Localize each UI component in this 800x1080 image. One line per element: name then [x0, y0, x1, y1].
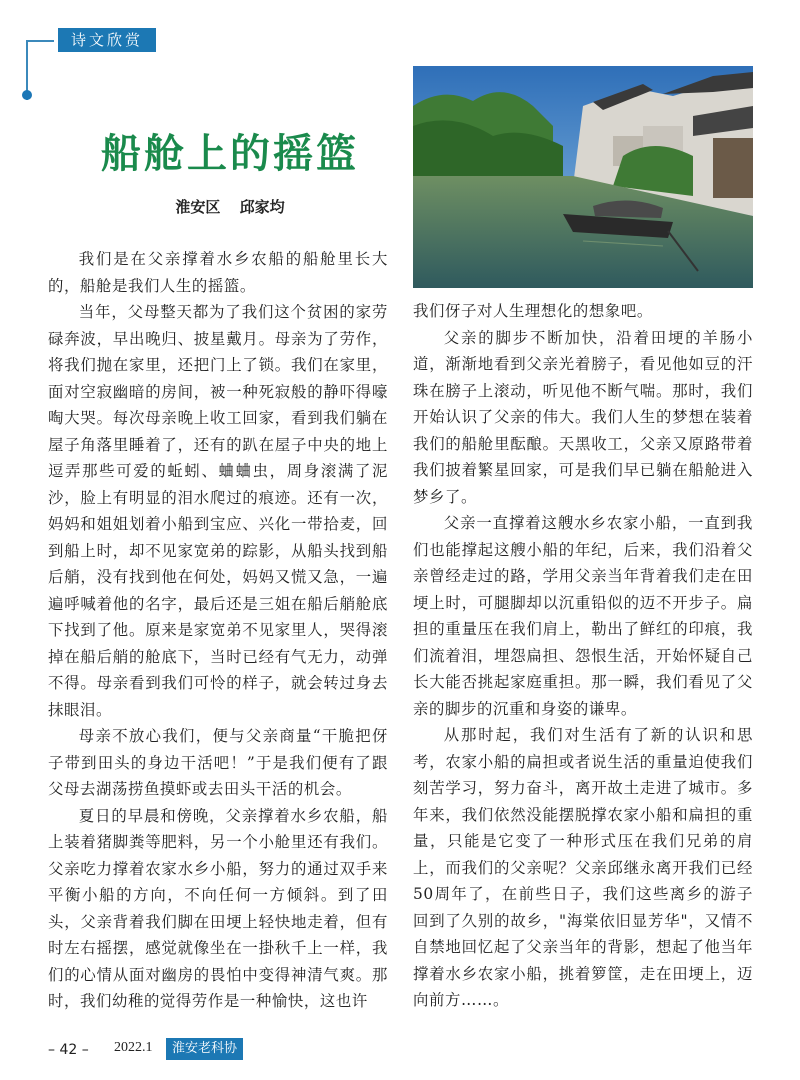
- issue-number: 2022.1: [114, 1040, 153, 1055]
- page-number: – 42 –: [48, 1042, 89, 1058]
- paragraph: 从那时起，我们对生活有了新的认识和思考，农家小船的扁担或者说生活的重量迫使我们刻苦学习，努力奋斗，离开故土走进了城市。多年来，我们依然没能摆脱撑农家小船和扁担的重量，只能是它变了一种形式压在我们兄弟的肩上，而我们的父亲呢？父亲邱继永离开我们已经50周年了，在前些日子，我们这些离乡的游子回到了久别的故乡，"海棠依旧显芳华"，又情不自禁地回忆起了父亲当年的背影，想起了他当年撑着水乡农家小船，挑着箩筐，走在田埂上，迈向前方……。: [413, 726, 753, 1009]
- article-title: 船舱上的摇篮: [101, 130, 359, 177]
- paragraph: 父亲的脚步不断加快，沿着田埂的羊肠小道，渐渐地看到父亲光着膀子，看见他如豆的汗珠在膀子上滚动，听见他不断气喘。那时，我们开始认识了父亲的伟大。我们人生的梦想在装着我们的船舱里酝酿。天黑收工，父亲又原路带着我们披着繁星回家，可是我们早已躺在船舱进入梦乡了。: [413, 328, 753, 506]
- paragraph: 母亲不放心我们，便与父亲商量“干脆把伢子带到田头的身边干活吧！”于是我们便有了跟父母去湖荡捞鱼摸虾或去田头干活的机会。: [48, 727, 388, 798]
- water-town-photo: [413, 66, 753, 288]
- article-byline: 淮安区 邱家均: [175, 198, 285, 216]
- article-column-right: [413, 298, 753, 1014]
- paragraph: 当年，父母整天都为了我们这个贫困的家劳碌奔波，早出晚归、披星戴月。母亲为了劳作，将我们抛在家里，还把门上了锁。我们在家里，面对空寂幽暗的房间，被一种死寂般的静吓得嚎啕大哭。每次母亲晚上收工回家，看到我们躺在屋子角落里睡着了，还有的趴在屋子中央的地上逗弄那些可爱的蚯蚓、蛐蛐虫，周身滚满了泥沙，脸上有明显的泪水爬过的痕迹。还有一次，妈妈和姐姐划着小船到宝应、兴化一带拾麦，回到船上时，却不见家宽弟的踪影，从船头找到船后艄，没有找到他在何处，妈妈又慌又急，一遍遍呼喊着他的名字，最后还是三姐在船后艄舱底下找到了他。原来是家宽弟不见家里人，哭得滚掉在船后艄的舱底下，当时已经有气无力，动弹不得。母亲看到我们可怜的样子，就会转过身去抹眼泪。: [48, 303, 388, 719]
- paragraph: 我们是在父亲撑着水乡农船的船舱里长大的，船舱是我们人生的摇篮。: [48, 250, 388, 295]
- paragraph: 父亲一直撑着这艘水乡农家小船，一直到我们也能撑起这艘小船的年纪，后来，我们沿着父亲曾经走过的路，学用父亲当年背着我们走在田埂上时，可腿脚却以沉重铅似的迈不开步子。扁担的重量压在我们肩上，勒出了鲜红的印痕，我们流着泪，埋怨扁担、怨恨生活，开始怀疑自己长大能否挑起家庭重担。那一瞬，我们看见了父亲的脚步的沉重和身姿的谦卑。: [413, 514, 753, 718]
- header-dot-icon: [22, 90, 32, 100]
- paragraph: 夏日的早晨和傍晚，父亲撑着水乡农船，船上装着猪脚粪等肥料，另一个小舱里还有我们。父亲吃力撑着农家水乡小船，努力的通过双手来平衡小船的方向，不向任何一方倾斜。到了田头，父亲背着我们脚在田埂上轻快地走着，但有时左右摇摆，感觉就像坐在一掛秋千上一样，我们的心情从面对幽房的畏怕中变得神清气爽。那时，我们幼稚的觉得劳作是一种愉快，这也许: [48, 806, 388, 1010]
- article-column-left: [48, 246, 388, 1015]
- journal-name: 淮安老科协: [166, 1038, 243, 1060]
- paragraph-continued: 我们伢子对人生理想化的想象吧。: [413, 302, 653, 320]
- section-tag: 诗文欣赏: [58, 28, 156, 52]
